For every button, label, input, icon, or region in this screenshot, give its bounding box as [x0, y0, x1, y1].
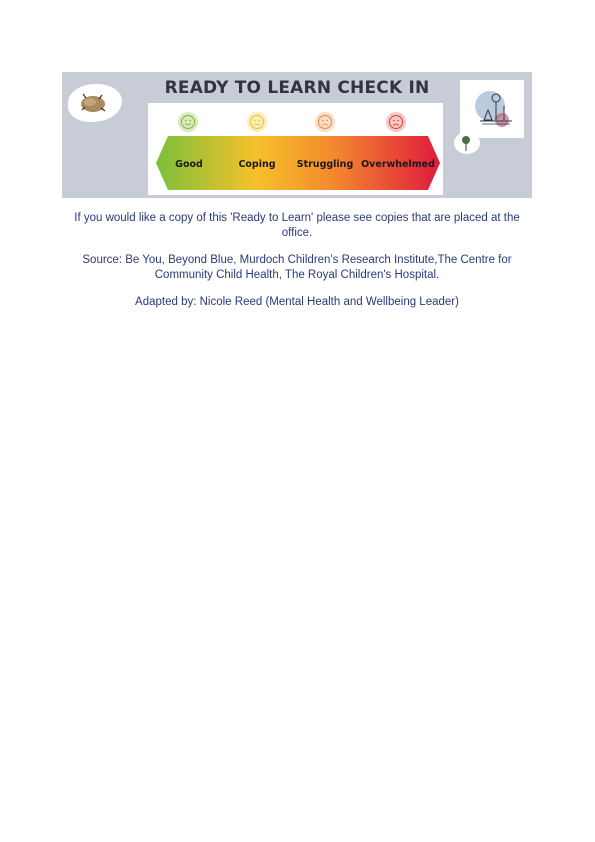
copy-note: If you would like a copy of this 'Ready to Learn' please see copies that are placed at the office.: [74, 212, 520, 239]
adapted-by-note: Adapted by: Nicole Reed (Mental Health and Wellbeing Leader): [135, 296, 459, 308]
scale-label-overwhelmed: Overwhelmed: [361, 159, 435, 170]
emotion-scale-panel: [148, 103, 443, 195]
source-note: Source: Be You, Beyond Blue, Murdoch Children's Research Institute,The Centre for Community Child Health, The Royal Children's Hospital.: [82, 254, 512, 281]
check-in-banner: [62, 72, 532, 198]
neutral-face-icon: [246, 111, 268, 133]
tree-icon: [454, 132, 480, 154]
frown-face-icon: [314, 111, 336, 133]
scale-label-good: Good: [175, 159, 203, 170]
scale-label-coping: Coping: [238, 159, 276, 170]
scale-label-struggling: Struggling: [296, 159, 354, 170]
tree-sticker: [454, 132, 480, 154]
banner-title: READY TO LEARN CHECK IN: [164, 78, 430, 98]
sad-face-icon: [385, 111, 407, 133]
school-logo: [460, 80, 524, 138]
school-logo-icon: [460, 80, 524, 138]
smiley-icon: [177, 111, 199, 133]
face-row: [148, 111, 443, 135]
